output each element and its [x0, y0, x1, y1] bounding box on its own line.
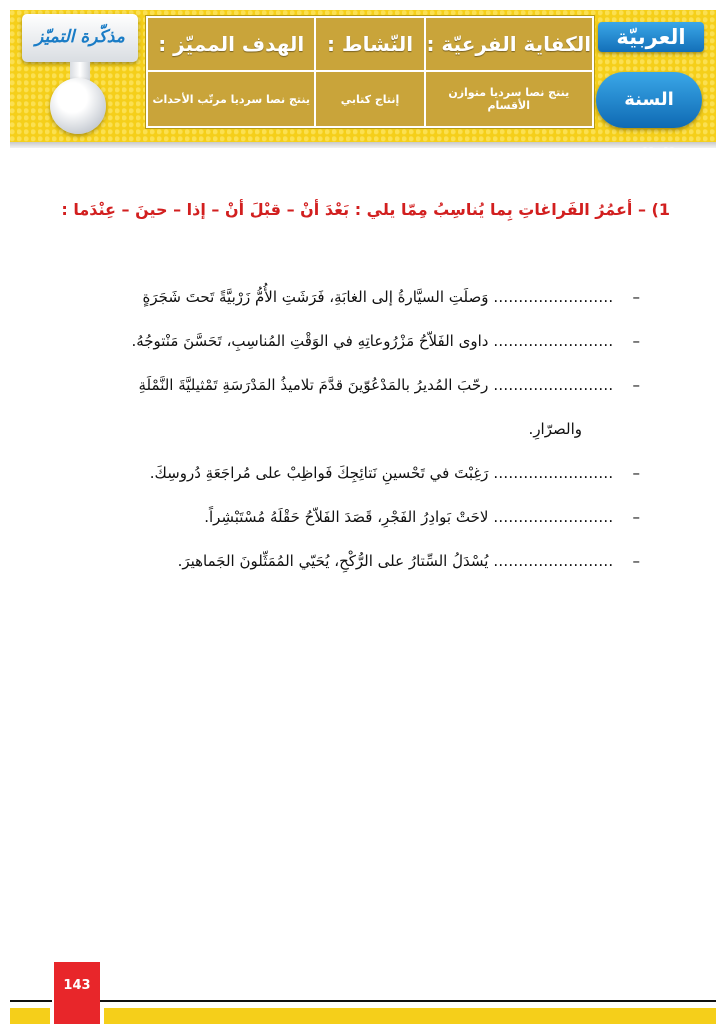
dash-marker: –	[632, 464, 640, 482]
goal-column	[148, 18, 314, 126]
list-item	[40, 329, 640, 373]
goal-text: ينتج نصا سرديا مرتّب الأحداث	[148, 72, 314, 126]
list-item-continuation	[40, 417, 640, 461]
dash-marker: –	[632, 376, 640, 394]
competency-title: الكفاية الفرعيّة :	[426, 18, 592, 72]
activity-title: النّشاط :	[316, 18, 423, 72]
blank-field[interactable]: ……………………	[493, 288, 614, 306]
sentence-text: لاحَتْ بَوادِرُ الفَجْرِ، قَصَدَ الفَلاّحُ حَقْلَهُ مُسْتَبْشِراً.	[204, 508, 489, 526]
blank-field[interactable]: ……………………	[493, 464, 614, 482]
dash-marker: –	[632, 332, 640, 350]
goal-title: الهدف المميّز :	[148, 18, 314, 72]
list-item	[40, 373, 640, 417]
sentence-text: رَغِبْتَ في تَحْسينِ نَتائِجِكَ فَواظِبْ على مُراجَعَةِ دُروسِكَ.	[149, 464, 489, 482]
competency-column	[424, 18, 592, 126]
header-shadow	[10, 142, 716, 148]
sentence-text: داوى الفَلاّحُ مَزْرُوعاتِهِ في الوَقْتِ المُناسِبِ، تَحَسَّنَ مَنْتوجُهُ.	[131, 332, 489, 350]
exercise-instruction: 1) – أعمُرُ الفَراغاتِ بِما يُناسِبُ مِمّا يلي : بَعْدَ أنْ – قبْلَ أنْ – إذا – حينَ – عِنْدَما :	[61, 200, 670, 219]
logo-badge: مذكّرة التميّز	[22, 14, 138, 62]
list-item	[40, 505, 640, 549]
competency-text: ينتج نصا سرديا متوازن الأقسام	[426, 72, 592, 126]
sentence-text: وَصلَتِ السيَّارةُ إلى الغابَةِ، فَرَشَتِ الأُمُّ زَرْبيَّةً تَحتَ شَجَرَةٍ	[142, 288, 489, 306]
blank-field[interactable]: ……………………	[493, 332, 614, 350]
activity-text: إنتاج كتابي	[316, 72, 423, 126]
sentence-text: والصرّارِ.	[528, 420, 582, 438]
list-item	[40, 285, 640, 329]
footer-rule	[54, 1000, 716, 1002]
exercise-lines	[40, 285, 640, 593]
list-item	[40, 549, 640, 593]
blank-field[interactable]: ……………………	[493, 552, 614, 570]
sentence-text: رحّبَ المُديرُ بالمَدْعُوّينَ قدَّمَ تلاميذُ المَدْرَسَةِ تَمْثيليَّةَ النَّمْلَةِ	[138, 376, 489, 394]
blank-field[interactable]: ……………………	[493, 508, 614, 526]
activity-column	[314, 18, 423, 126]
year-badge: السنة الثالثة	[596, 72, 702, 128]
dash-marker: –	[632, 288, 640, 306]
list-item	[40, 461, 640, 505]
info-panel	[146, 16, 594, 128]
footer-rule-left	[10, 1000, 52, 1002]
footer-bar-left	[10, 1008, 50, 1024]
sentence-text: يُسْدَلُ السِّتارُ على الرُّكْحِ، يُحَيّي المُمَثِّلونَ الجَماهيرَ.	[177, 552, 489, 570]
page-number: 143	[54, 962, 100, 1024]
dash-marker: –	[632, 552, 640, 570]
subject-badge: العربيّة	[598, 22, 704, 52]
dash-marker: –	[632, 508, 640, 526]
footer-bar-right	[104, 1008, 716, 1024]
blank-field[interactable]: ……………………	[493, 376, 614, 394]
logo-ball-icon	[50, 78, 106, 134]
